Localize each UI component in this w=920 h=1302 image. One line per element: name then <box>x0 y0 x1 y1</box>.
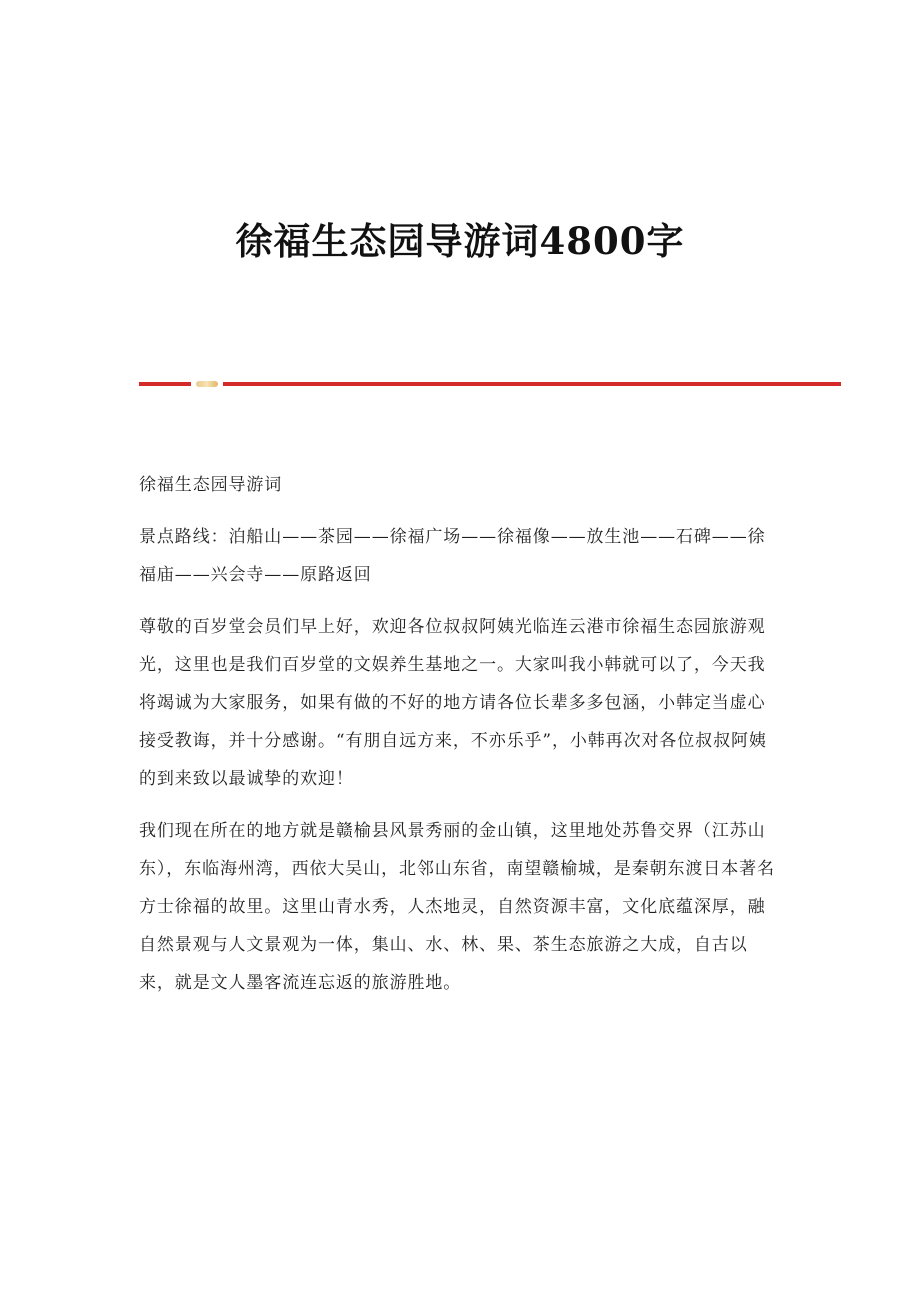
document-body <box>139 466 779 1002</box>
route-paragraph: 景点路线：泊船山——茶园——徐福广场——徐福像——放生池——石碑——徐福庙——兴会寺——原路返回 <box>139 527 766 585</box>
divider-right-segment <box>223 382 841 386</box>
divider-ornament-icon <box>196 381 218 387</box>
location-paragraph: 我们现在所在的地方就是赣榆县风景秀丽的金山镇，这里地处苏鲁交界（江苏山东），东临海州湾，西依大吴山，北邻山东省，南望赣榆城，是秦朝东渡日本著名方士徐福的故里。这里山青水秀，人杰地灵，自然资源丰富，文化底蕴深厚，融自然景观与人文景观为一体，集山、水、林、果、茶生态旅游之大成，自古以来，就是文人墨客流连忘返的旅游胜地。 <box>139 821 775 993</box>
section-heading: 徐福生态园导游词 <box>139 475 283 495</box>
welcome-paragraph: 尊敬的百岁堂会员们早上好，欢迎各位叔叔阿姨光临连云港市徐福生态园旅游观光，这里也是我们百岁堂的文娱养生基地之一。大家叫我小韩就可以了，今天我将竭诚为大家服务，如果有做的不好的地方请各位长辈多多包涵，小韩定当虚心接受教诲，并十分感谢。“有朋自远方来，不亦乐乎”，小韩再次对各位叔叔阿姨的到来致以最诚挚的欢迎！ <box>139 617 767 789</box>
divider-left-segment <box>139 382 191 386</box>
page-title: 徐福生态园导游词4800字 <box>235 219 685 263</box>
title-divider <box>139 380 841 388</box>
